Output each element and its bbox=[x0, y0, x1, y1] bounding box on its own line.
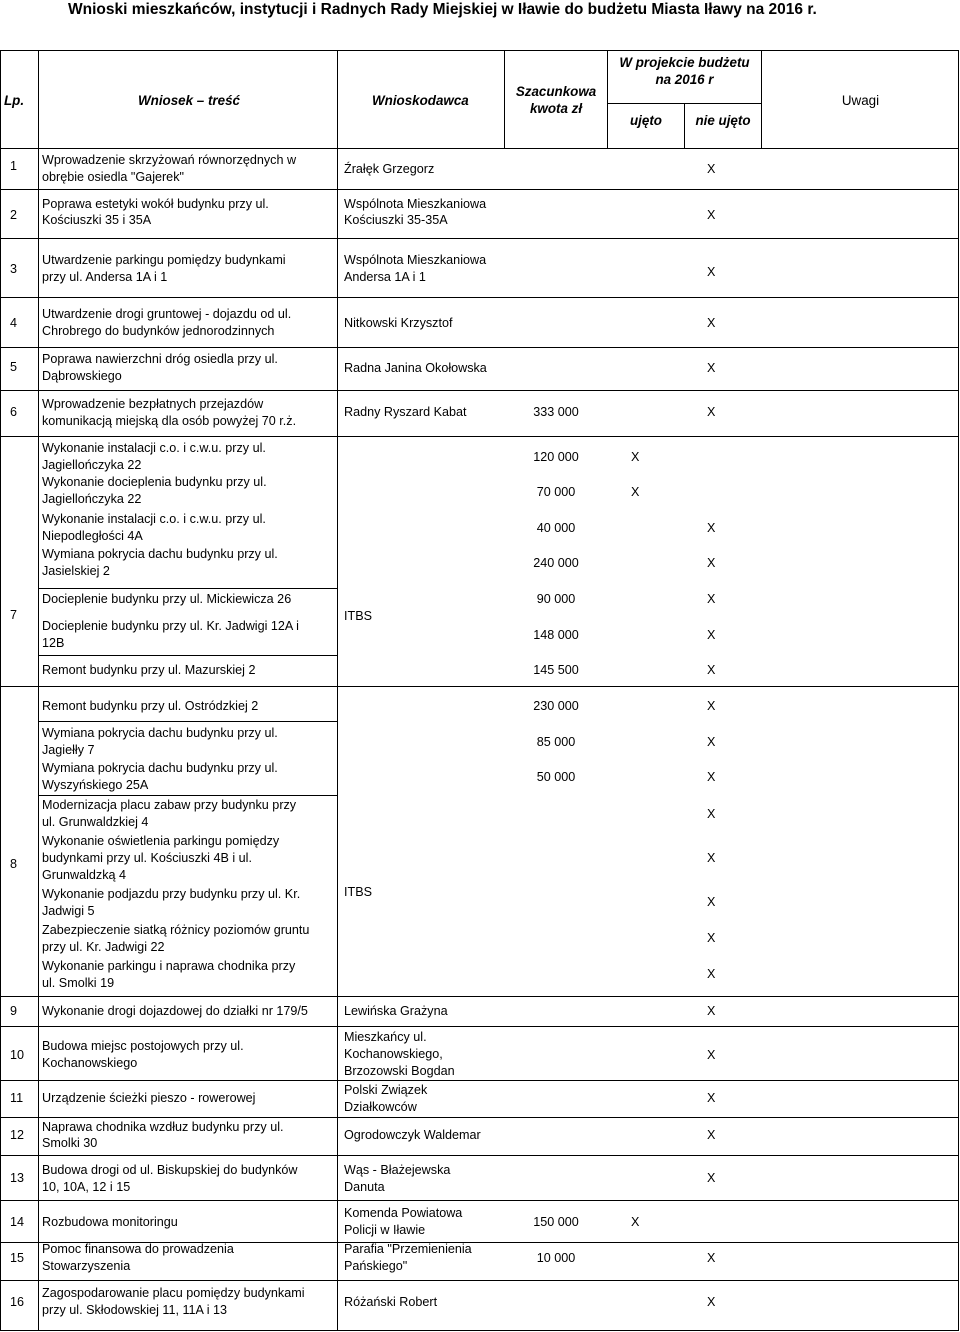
row-7a-text-1: Wykonanie instalacji c.o. i c.w.u. przy ul. bbox=[42, 441, 266, 455]
header-lp: Lp. bbox=[4, 93, 25, 108]
row-12-text-1: Naprawa chodnika wzdłuz budynku przy ul. bbox=[42, 1120, 284, 1134]
row-8e-text-3: Grunwaldzką 4 bbox=[42, 868, 126, 882]
row-9-applicant: Lewińska Grażyna bbox=[344, 1004, 448, 1018]
row-8h-text-2: ul. Smolki 19 bbox=[42, 976, 115, 990]
row-8-applicant: ITBS bbox=[344, 885, 372, 899]
row-8d-text-1: Modernizacja placu zabaw przy budynku przy bbox=[42, 798, 297, 812]
row-6-text-1: Wprowadzenie bezpłatnych przejazdów bbox=[42, 397, 264, 411]
row-2-text-2: Kościuszki 35 i 35A bbox=[42, 213, 152, 227]
row-7g-amount: 145 500 bbox=[533, 663, 579, 677]
row-14-lp: 14 bbox=[10, 1215, 25, 1229]
row-3-text-2: przy ul. Andersa 1A i 1 bbox=[42, 270, 168, 284]
row-6-applicant: Radny Ryszard Kabat bbox=[344, 405, 467, 419]
row-8c-nie-ujeto-mark: X bbox=[707, 770, 716, 784]
row-8b-text-2: Jagiełły 7 bbox=[42, 743, 95, 757]
row-13-lp: 13 bbox=[10, 1171, 25, 1185]
row-14-amount: 150 000 bbox=[533, 1215, 579, 1229]
row-16-nie-ujeto-mark: X bbox=[707, 1295, 716, 1309]
row-8a-text-1: Remont budynku przy ul. Ostródzkiej 2 bbox=[42, 699, 259, 713]
row-8g-text-2: przy ul. Kr. Jadwigi 22 bbox=[42, 940, 165, 954]
header-uwagi: Uwagi bbox=[841, 93, 880, 108]
row-3-nie-ujeto-mark: X bbox=[707, 265, 716, 279]
row-8a-amount: 230 000 bbox=[533, 699, 579, 713]
row-9-lp: 9 bbox=[10, 1004, 18, 1018]
row-7b-ujeto-mark: X bbox=[631, 485, 640, 499]
row-9-text-1: Wykonanie drogi dojazdowej do działki nr 179/5 bbox=[42, 1004, 308, 1018]
row-1-nie-ujeto-mark: X bbox=[707, 162, 716, 176]
row-6-amount: 333 000 bbox=[533, 405, 579, 419]
header-nie-ujeto: nie ujęto bbox=[695, 113, 751, 128]
row-11-nie-ujeto-mark: X bbox=[707, 1091, 716, 1105]
row-15-applicant-1: Parafia "Przemienienia bbox=[344, 1242, 472, 1256]
row-7e-text-1: Docieplenie budynku przy ul. Mickiewicza 26 bbox=[42, 592, 292, 606]
row-13-applicant-2: Danuta bbox=[344, 1180, 385, 1194]
row-3-lp: 3 bbox=[10, 262, 18, 276]
row-7-applicant: ITBS bbox=[344, 609, 372, 623]
row-7c-text-1: Wykonanie instalacji c.o. i c.w.u. przy ul. bbox=[42, 512, 266, 526]
header-kwota-1: Szacunkowa bbox=[515, 84, 597, 99]
row-14-ujeto-mark: X bbox=[631, 1215, 640, 1229]
row-8h-nie-ujeto-mark: X bbox=[707, 967, 716, 981]
row-12-applicant: Ogrodowczyk Waldemar bbox=[344, 1128, 481, 1142]
row-2-text-1: Poprawa estetyki wokół budynku przy ul. bbox=[42, 197, 269, 211]
row-7a-text-2: Jagiellończyka 22 bbox=[42, 458, 142, 472]
row-8e-text-2: budynkami przy ul. Kościuszki 4B i ul. bbox=[42, 851, 252, 865]
row-7-lp: 7 bbox=[10, 608, 18, 622]
row-2-applicant-1: Wspólnota Mieszkaniowa bbox=[344, 197, 487, 211]
row-10-text-2: Kochanowskiego bbox=[42, 1056, 138, 1070]
row-4-lp: 4 bbox=[10, 316, 18, 330]
row-7c-amount: 40 000 bbox=[536, 521, 576, 535]
row-10-applicant-3: Brzozowski Bogdan bbox=[344, 1064, 455, 1078]
row-7b-text-2: Jagiellończyka 22 bbox=[42, 492, 142, 506]
header-ujeto: ujęto bbox=[630, 113, 662, 128]
row-5-lp: 5 bbox=[10, 360, 18, 374]
row-10-lp: 10 bbox=[10, 1048, 25, 1062]
row-7g-text-1: Remont budynku przy ul. Mazurskiej 2 bbox=[42, 663, 256, 677]
row-1-text-2: obrębie osiedla "Gajerek" bbox=[42, 170, 184, 184]
row-8f-nie-ujeto-mark: X bbox=[707, 895, 716, 909]
row-9-nie-ujeto-mark: X bbox=[707, 1004, 716, 1018]
row-11-applicant-2: Działkowców bbox=[344, 1100, 417, 1114]
row-2-nie-ujeto-mark: X bbox=[707, 208, 716, 222]
row-6-lp: 6 bbox=[10, 405, 18, 419]
row-7d-text-2: Jasielskiej 2 bbox=[42, 564, 110, 578]
row-8d-text-2: ul. Grunwaldzkiej 4 bbox=[42, 815, 149, 829]
row-10-applicant-2: Kochanowskiego, bbox=[344, 1047, 443, 1061]
row-8c-text-2: Wyszyńskiego 25A bbox=[42, 778, 149, 792]
row-11-lp: 11 bbox=[10, 1091, 24, 1105]
row-11-applicant-1: Polski Związek bbox=[344, 1083, 428, 1097]
row-11-text-1: Urządzenie ścieżki pieszo - rowerowej bbox=[42, 1091, 256, 1105]
row-10-text-1: Budowa miejsc postojowych przy ul. bbox=[42, 1039, 244, 1053]
header-projekt-2: na 2016 r bbox=[655, 72, 714, 87]
row-7f-text-2: 12B bbox=[42, 636, 65, 650]
row-5-text-1: Poprawa nawierzchni dróg osiedla przy ul. bbox=[42, 352, 278, 366]
row-16-applicant: Różański Robert bbox=[344, 1295, 438, 1309]
row-16-lp: 16 bbox=[10, 1295, 25, 1309]
header-wnioskodawca: Wnioskodawca bbox=[372, 93, 469, 108]
row-16-text-1: Zagospodarowanie placu pomiędzy budynkami bbox=[42, 1286, 305, 1300]
row-2-applicant-2: Kościuszki 35-35A bbox=[344, 213, 448, 227]
row-13-text-2: 10, 10A, 12 i 15 bbox=[42, 1180, 131, 1194]
row-1-lp: 1 bbox=[10, 159, 18, 173]
row-8c-text-1: Wymiana pokrycia dachu budynku przy ul. bbox=[42, 761, 278, 775]
row-7f-amount: 148 000 bbox=[533, 628, 579, 642]
row-15-applicant-2: Pańskiego" bbox=[344, 1259, 408, 1273]
row-10-applicant-1: Mieszkańcy ul. bbox=[344, 1030, 427, 1044]
row-8f-text-2: Jadwigi 5 bbox=[42, 904, 95, 918]
row-1-text-1: Wprowadzenie skrzyżowań równorzędnych w bbox=[42, 153, 297, 167]
row-3-text-1: Utwardzenie parkingu pomiędzy budynkami bbox=[42, 253, 286, 267]
row-7d-text-1: Wymiana pokrycia dachu budynku przy ul. bbox=[42, 547, 278, 561]
row-13-text-1: Budowa drogi od ul. Biskupskiej do budynków bbox=[42, 1163, 298, 1177]
row-2-lp: 2 bbox=[10, 208, 18, 222]
row-4-applicant: Nitkowski Krzysztof bbox=[344, 316, 453, 330]
row-4-nie-ujeto-mark: X bbox=[707, 316, 716, 330]
row-16-text-2: przy ul. Skłodowskiej 11, 11A i 13 bbox=[42, 1303, 228, 1317]
row-8d-nie-ujeto-mark: X bbox=[707, 807, 716, 821]
row-15-text-2: Stowarzyszenia bbox=[42, 1259, 131, 1273]
row-7d-nie-ujeto-mark: X bbox=[707, 556, 716, 570]
row-1-applicant: Źrałęk Grzegorz bbox=[344, 162, 435, 176]
row-15-text-1: Pomoc finansowa do prowadzenia bbox=[42, 1242, 234, 1256]
row-8b-nie-ujeto-mark: X bbox=[707, 735, 716, 749]
row-10-nie-ujeto-mark: X bbox=[707, 1048, 716, 1062]
row-14-applicant-2: Policji w Iławie bbox=[344, 1223, 426, 1237]
row-12-nie-ujeto-mark: X bbox=[707, 1128, 716, 1142]
row-8b-text-1: Wymiana pokrycia dachu budynku przy ul. bbox=[42, 726, 278, 740]
row-8a-nie-ujeto-mark: X bbox=[707, 699, 716, 713]
row-15-amount: 10 000 bbox=[536, 1251, 576, 1265]
row-7b-text-1: Wykonanie docieplenia budynku przy ul. bbox=[42, 475, 267, 489]
row-14-text-1: Rozbudowa monitoringu bbox=[42, 1215, 178, 1229]
row-13-nie-ujeto-mark: X bbox=[707, 1171, 716, 1185]
row-3-applicant-2: Andersa 1A i 1 bbox=[344, 270, 426, 284]
row-4-text-1: Utwardzenie drogi gruntowej - dojazdu od ul. bbox=[42, 307, 292, 321]
row-7a-ujeto-mark: X bbox=[631, 450, 640, 464]
row-7e-amount: 90 000 bbox=[536, 592, 576, 606]
row-12-lp: 12 bbox=[10, 1128, 25, 1142]
header-wniosek-tresc: Wniosek – treść bbox=[138, 93, 240, 108]
row-8c-amount: 50 000 bbox=[536, 770, 576, 784]
row-7a-amount: 120 000 bbox=[533, 450, 579, 464]
row-6-text-2: komunikacją miejską dla osób powyżej 70 r.ż. bbox=[42, 414, 297, 428]
row-8g-text-1: Zabezpieczenie siatką różnicy poziomów gruntu bbox=[42, 923, 310, 937]
row-7g-nie-ujeto-mark: X bbox=[707, 663, 716, 677]
row-13-applicant-1: Wąs - Błażejewska bbox=[344, 1163, 451, 1177]
header-projekt-1: W projekcie budżetu bbox=[619, 55, 750, 70]
row-7c-text-2: Niepodległości 4A bbox=[42, 529, 143, 543]
row-5-applicant: Radna Janina Okołowska bbox=[344, 361, 487, 375]
row-8h-text-1: Wykonanie parkingu i naprawa chodnika przy bbox=[42, 959, 296, 973]
row-8b-amount: 85 000 bbox=[536, 735, 576, 749]
row-6-nie-ujeto-mark: X bbox=[707, 405, 716, 419]
row-5-nie-ujeto-mark: X bbox=[707, 361, 716, 375]
row-8-lp: 8 bbox=[10, 857, 18, 871]
row-8e-text-1: Wykonanie oświetlenia parkingu pomiędzy bbox=[42, 834, 280, 848]
row-7f-text-1: Docieplenie budynku przy ul. Kr. Jadwigi 12A i bbox=[42, 619, 299, 633]
row-7e-nie-ujeto-mark: X bbox=[707, 592, 716, 606]
row-4-text-2: Chrobrego do budynków jednorodzinnych bbox=[42, 324, 275, 338]
row-8e-nie-ujeto-mark: X bbox=[707, 851, 716, 865]
row-8g-nie-ujeto-mark: X bbox=[707, 931, 716, 945]
row-7b-amount: 70 000 bbox=[536, 485, 576, 499]
row-7f-nie-ujeto-mark: X bbox=[707, 628, 716, 642]
row-14-applicant-1: Komenda Powiatowa bbox=[344, 1206, 463, 1220]
row-5-text-2: Dąbrowskiego bbox=[42, 369, 122, 383]
row-7c-nie-ujeto-mark: X bbox=[707, 521, 716, 535]
row-15-lp: 15 bbox=[10, 1251, 25, 1265]
header-kwota-2: kwota zł bbox=[529, 101, 583, 116]
row-12-text-2: Smolki 30 bbox=[42, 1136, 98, 1150]
row-3-applicant-1: Wspólnota Mieszkaniowa bbox=[344, 253, 487, 267]
row-7d-amount: 240 000 bbox=[533, 556, 579, 570]
row-8f-text-1: Wykonanie podjazdu przy budynku przy ul. Kr. bbox=[42, 887, 301, 901]
page-title: Wnioski mieszkańców, instytucji i Radnych Rady Miejskiej w Iławie do budżetu Miasta Iławy na 2016 r. bbox=[68, 1, 817, 18]
row-15-nie-ujeto-mark: X bbox=[707, 1251, 716, 1265]
